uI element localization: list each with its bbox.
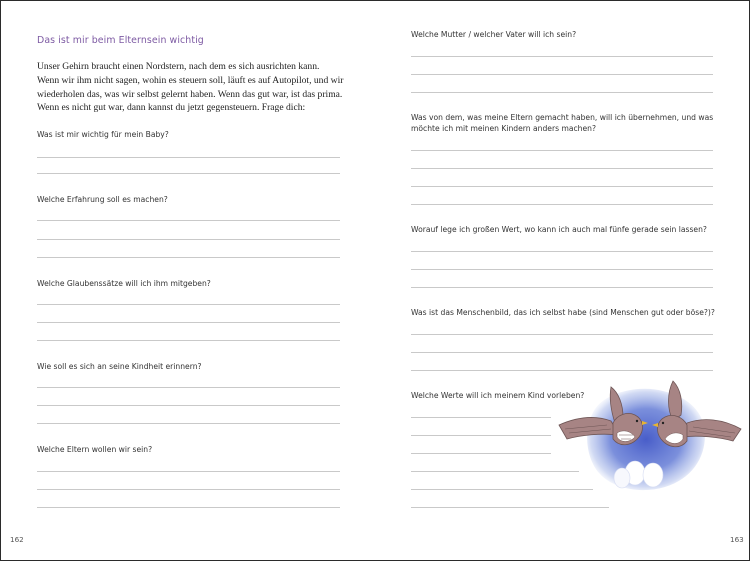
answer-line[interactable] [411, 471, 579, 472]
answer-line[interactable] [411, 92, 713, 93]
question-label: Welche Eltern wollen wir sein? [37, 445, 153, 454]
answer-line[interactable] [37, 173, 340, 174]
answer-line[interactable] [411, 251, 713, 252]
question-label: Wie soll es sich an seine Kindheit erinnern? [37, 362, 202, 371]
answer-line[interactable] [411, 269, 713, 270]
answer-line[interactable] [411, 168, 713, 169]
question-label: möchte ich mit meinen Kindern anders machen? [411, 124, 597, 133]
question-label: Was von dem, was meine Eltern gemacht haben, will ich übernehmen, und was [411, 113, 714, 122]
question-label: Welche Glaubenssätze will ich ihm mitgeben? [37, 279, 211, 288]
question-label: Was ist mir wichtig für mein Baby? [37, 130, 169, 139]
answer-line[interactable] [37, 304, 340, 305]
answer-line[interactable] [37, 239, 340, 240]
answer-line[interactable] [411, 287, 713, 288]
answer-line[interactable] [37, 387, 340, 388]
page-number: 163 [730, 535, 744, 544]
answer-line[interactable] [411, 204, 713, 205]
question-label: Was ist das Menschenbild, das ich selbst habe (sind Menschen gut oder böse?)? [411, 308, 715, 317]
intro-line: Wenn wir ihm nicht sagen, wohin es steuern soll, läuft es auf Autopilot, und wir [37, 74, 344, 86]
intro-line: wiederholen das, was wir selbst gelernt haben. Wenn das gut war, ist das prima. [37, 88, 343, 100]
answer-line[interactable] [37, 471, 340, 472]
answer-line[interactable] [411, 417, 551, 418]
question-label: Welche Mutter / welcher Vater will ich sein? [411, 30, 577, 39]
answer-line[interactable] [411, 56, 713, 57]
answer-line[interactable] [37, 489, 340, 490]
answer-line[interactable] [37, 507, 340, 508]
answer-line[interactable] [411, 435, 551, 436]
intro-line: Wenn es nicht gut war, dann kannst du jetzt gegensteuern. Frage dich: [37, 102, 306, 114]
egg-icon [614, 468, 630, 488]
answer-line[interactable] [37, 405, 340, 406]
answer-line[interactable] [411, 334, 713, 335]
answer-line[interactable] [411, 453, 551, 454]
intro-paragraph [37, 60, 347, 115]
answer-line[interactable] [411, 507, 609, 508]
left-page [1, 1, 375, 560]
question-label: Worauf lege ich großen Wert, wo kann ich auch mal fünfe gerade sein lassen? [411, 225, 707, 234]
question-label: Welche Erfahrung soll es machen? [37, 195, 168, 204]
egg-icon [643, 463, 663, 487]
answer-line[interactable] [411, 74, 713, 75]
answer-line[interactable] [37, 340, 340, 341]
answer-line[interactable] [37, 322, 340, 323]
birds-illustration [555, 377, 745, 497]
answer-line[interactable] [37, 220, 340, 221]
intro-line: Unser Gehirn braucht einen Nordstern, nach dem es sich ausrichten kann. [37, 61, 320, 72]
answer-line[interactable] [37, 423, 340, 424]
answer-line[interactable] [411, 150, 713, 151]
question-label: Welche Werte will ich meinem Kind vorleben? [411, 391, 585, 400]
answer-line[interactable] [411, 352, 713, 353]
page-title: Das ist mir beim Elternsein wichtig [37, 35, 204, 46]
answer-line[interactable] [37, 257, 340, 258]
answer-line[interactable] [411, 370, 713, 371]
page-number: 162 [10, 535, 24, 544]
answer-line[interactable] [37, 157, 340, 158]
answer-line[interactable] [411, 186, 713, 187]
